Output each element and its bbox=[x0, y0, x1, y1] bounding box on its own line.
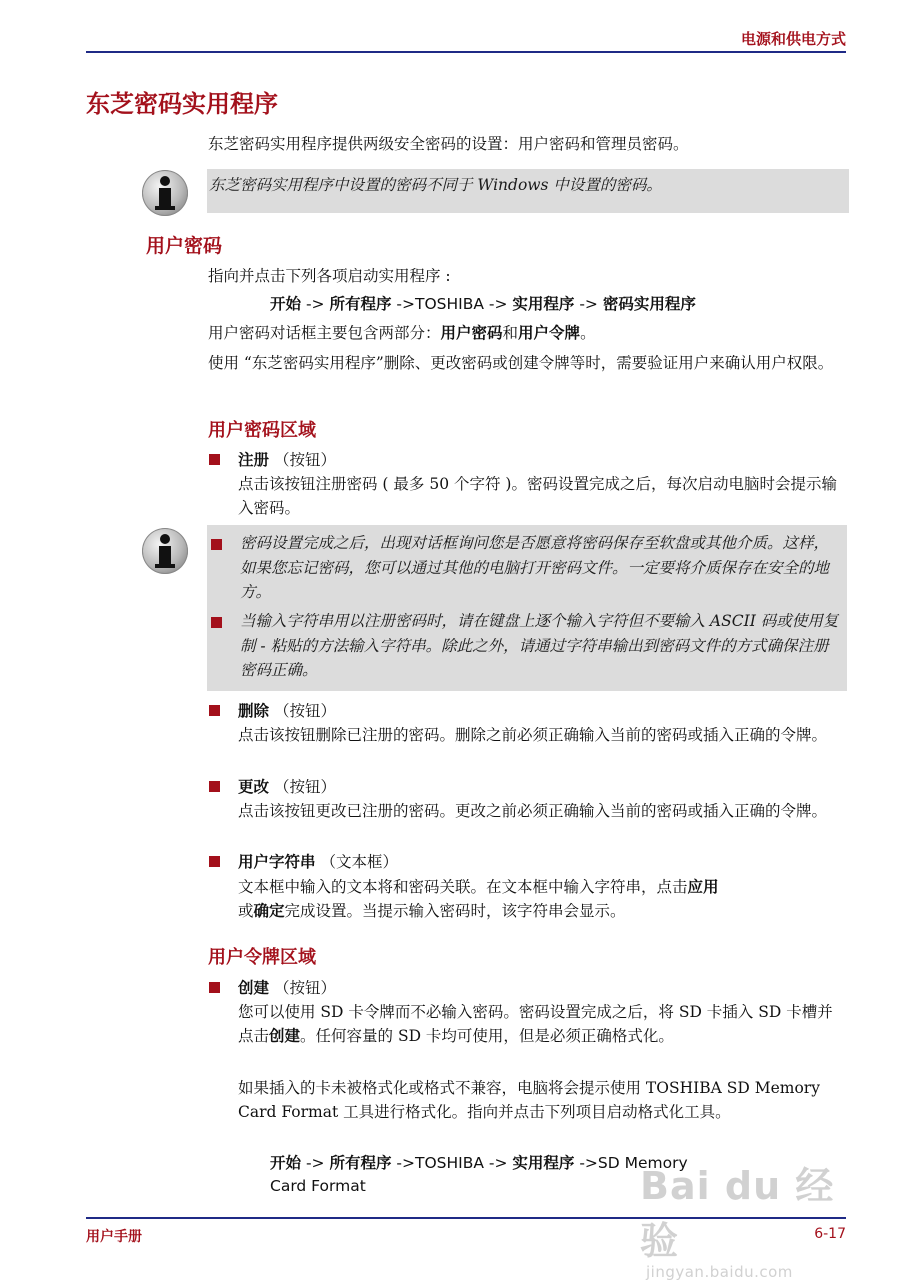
header-section-title: 电源和供电方式 bbox=[740, 30, 846, 48]
dialog-and: 和 bbox=[502, 324, 519, 342]
note-box bbox=[207, 525, 847, 691]
dialog-description bbox=[208, 321, 848, 345]
delete-title: 删除 bbox=[238, 702, 270, 720]
path-arrow: ->TOSHIBA -> bbox=[391, 1154, 513, 1172]
change-type: （按钮） bbox=[273, 778, 336, 796]
bullet bbox=[209, 781, 220, 792]
unformatted-text: 如果插入的卡未被格式化或格式不兼容，电脑将会提示使用 TOSHIBA SD Memory Card Format 工具进行格式化。指向并点击下列项目启动格式化工具。 bbox=[238, 1079, 820, 1121]
info-icon bbox=[142, 170, 188, 216]
path-start: 开始 bbox=[270, 295, 302, 313]
create-word: 创建 bbox=[269, 1027, 301, 1045]
path-line2: Card Format bbox=[270, 1177, 366, 1195]
intro-text: 东芝密码实用程序提供两级安全密码的设置：用户密码和管理员密码。 bbox=[208, 135, 689, 153]
path-arrow: -> bbox=[574, 295, 603, 313]
dialog-part-user-password: 用户密码 bbox=[440, 324, 503, 342]
section-heading-user-password: 用户密码 bbox=[146, 235, 223, 257]
note-box bbox=[207, 169, 849, 213]
item-change bbox=[238, 775, 336, 797]
apply-word: 应用 bbox=[687, 878, 719, 896]
header-rule bbox=[86, 51, 846, 53]
bullet bbox=[209, 705, 220, 716]
note-text: 东芝密码实用程序中设置的密码不同于 Windows 中设置的密码。 bbox=[209, 176, 662, 194]
menu-path bbox=[270, 1152, 688, 1198]
note-item: 当输入字符串用以注册密码时，请在键盘上逐个输入字符但不要输入 ASCII 码或使用复制 - 粘贴的方法输入字符串。除此之外，请通过字符串输出到密码文件的方式确保注册密码正确。 bbox=[240, 612, 839, 679]
change-text: 点击该按钮更改已注册的密码。更改之前必须正确输入当前的密码或插入正确的令牌。 bbox=[238, 802, 828, 820]
item-user-string bbox=[238, 850, 398, 872]
create-text-a: 您可以使用 SD 卡令牌而不必输入密码。密码设置完成之后，将 SD 卡插入 SD 卡槽并点击 bbox=[238, 1003, 833, 1045]
register-title: 注册 bbox=[238, 451, 270, 469]
path-start: 开始 bbox=[270, 1154, 302, 1172]
bullet bbox=[209, 454, 220, 465]
path-arrow: -> bbox=[301, 1154, 330, 1172]
delete-type: （按钮） bbox=[273, 702, 336, 720]
register-type: （按钮） bbox=[273, 451, 336, 469]
bullet bbox=[209, 982, 220, 993]
path-arrow: -> bbox=[301, 295, 330, 313]
path-utilities: 实用程序 bbox=[512, 295, 575, 313]
page-number: 6-17 bbox=[814, 1226, 846, 1242]
page-title: 东芝密码实用程序 bbox=[86, 90, 278, 118]
create-type: （按钮） bbox=[273, 979, 336, 997]
footer-manual: 用户手册 bbox=[86, 1229, 142, 1245]
dialog-desc-text: 用户密码对话框主要包含两部分： bbox=[208, 324, 441, 342]
ok-word: 确定 bbox=[253, 902, 285, 920]
user-string-type: （文本框） bbox=[320, 853, 398, 871]
dialog-part-user-token: 用户令牌 bbox=[518, 324, 581, 342]
user-string-text bbox=[238, 875, 848, 923]
section-heading-password-area: 用户密码区域 bbox=[208, 420, 316, 441]
item-delete bbox=[238, 699, 336, 721]
info-icon bbox=[142, 528, 188, 574]
change-title: 更改 bbox=[238, 778, 270, 796]
user-string-text-c: 完成设置。当提示输入密码时，该字符串会显示。 bbox=[284, 902, 626, 920]
bullet bbox=[211, 617, 222, 628]
bullet bbox=[211, 539, 222, 550]
menu-path bbox=[270, 292, 696, 314]
path-all-programs: 所有程序 bbox=[329, 295, 392, 313]
verify-text: 使用 “东芝密码实用程序”删除、更改密码或创建令牌等时，需要验证用户来确认用户权限。 bbox=[208, 354, 834, 372]
path-password-utility: 密码实用程序 bbox=[602, 295, 696, 313]
create-title: 创建 bbox=[238, 979, 270, 997]
create-text bbox=[238, 1000, 833, 1048]
path-arrow: ->SD Memory bbox=[574, 1154, 688, 1172]
item-create bbox=[238, 976, 336, 998]
dialog-end: 。 bbox=[580, 324, 596, 342]
create-text-b: 。任何容量的 SD 卡均可使用，但是必须正确格式化。 bbox=[300, 1027, 674, 1045]
section-heading-token-area: 用户令牌区域 bbox=[208, 947, 316, 968]
note-item: 密码设置完成之后，出现对话框询问您是否愿意将密码保存至软盘或其他介质。这样，如果您忘记密码，您可以通过其他的电脑打开密码文件。一定要将介质保存在安全的地方。 bbox=[240, 534, 830, 601]
path-all-programs: 所有程序 bbox=[329, 1154, 392, 1172]
path-utilities: 实用程序 bbox=[512, 1154, 575, 1172]
bullet bbox=[209, 856, 220, 867]
watermark bbox=[640, 1155, 860, 1281]
path-arrow: ->TOSHIBA -> bbox=[391, 295, 513, 313]
watermark-url: jingyan.baidu.com bbox=[646, 1263, 793, 1281]
watermark-brand: Bai du 经验 bbox=[640, 1164, 835, 1263]
user-string-text-a: 文本框中输入的文本将和密码关联。在文本框中输入字符串，点击 bbox=[238, 878, 688, 896]
register-text: 点击该按钮注册密码 ( 最多 50 个字符 )。密码设置完成之后，每次启动电脑时会提示输入密码。 bbox=[238, 475, 837, 517]
item-register bbox=[238, 448, 336, 470]
user-string-text-b: 或 bbox=[238, 902, 254, 920]
user-string-title: 用户字符串 bbox=[238, 853, 316, 871]
delete-text: 点击该按钮删除已注册的密码。删除之前必须正确输入当前的密码或插入正确的令牌。 bbox=[238, 726, 828, 744]
instruction-text: 指向并点击下列各项启动实用程序 : bbox=[208, 267, 451, 285]
